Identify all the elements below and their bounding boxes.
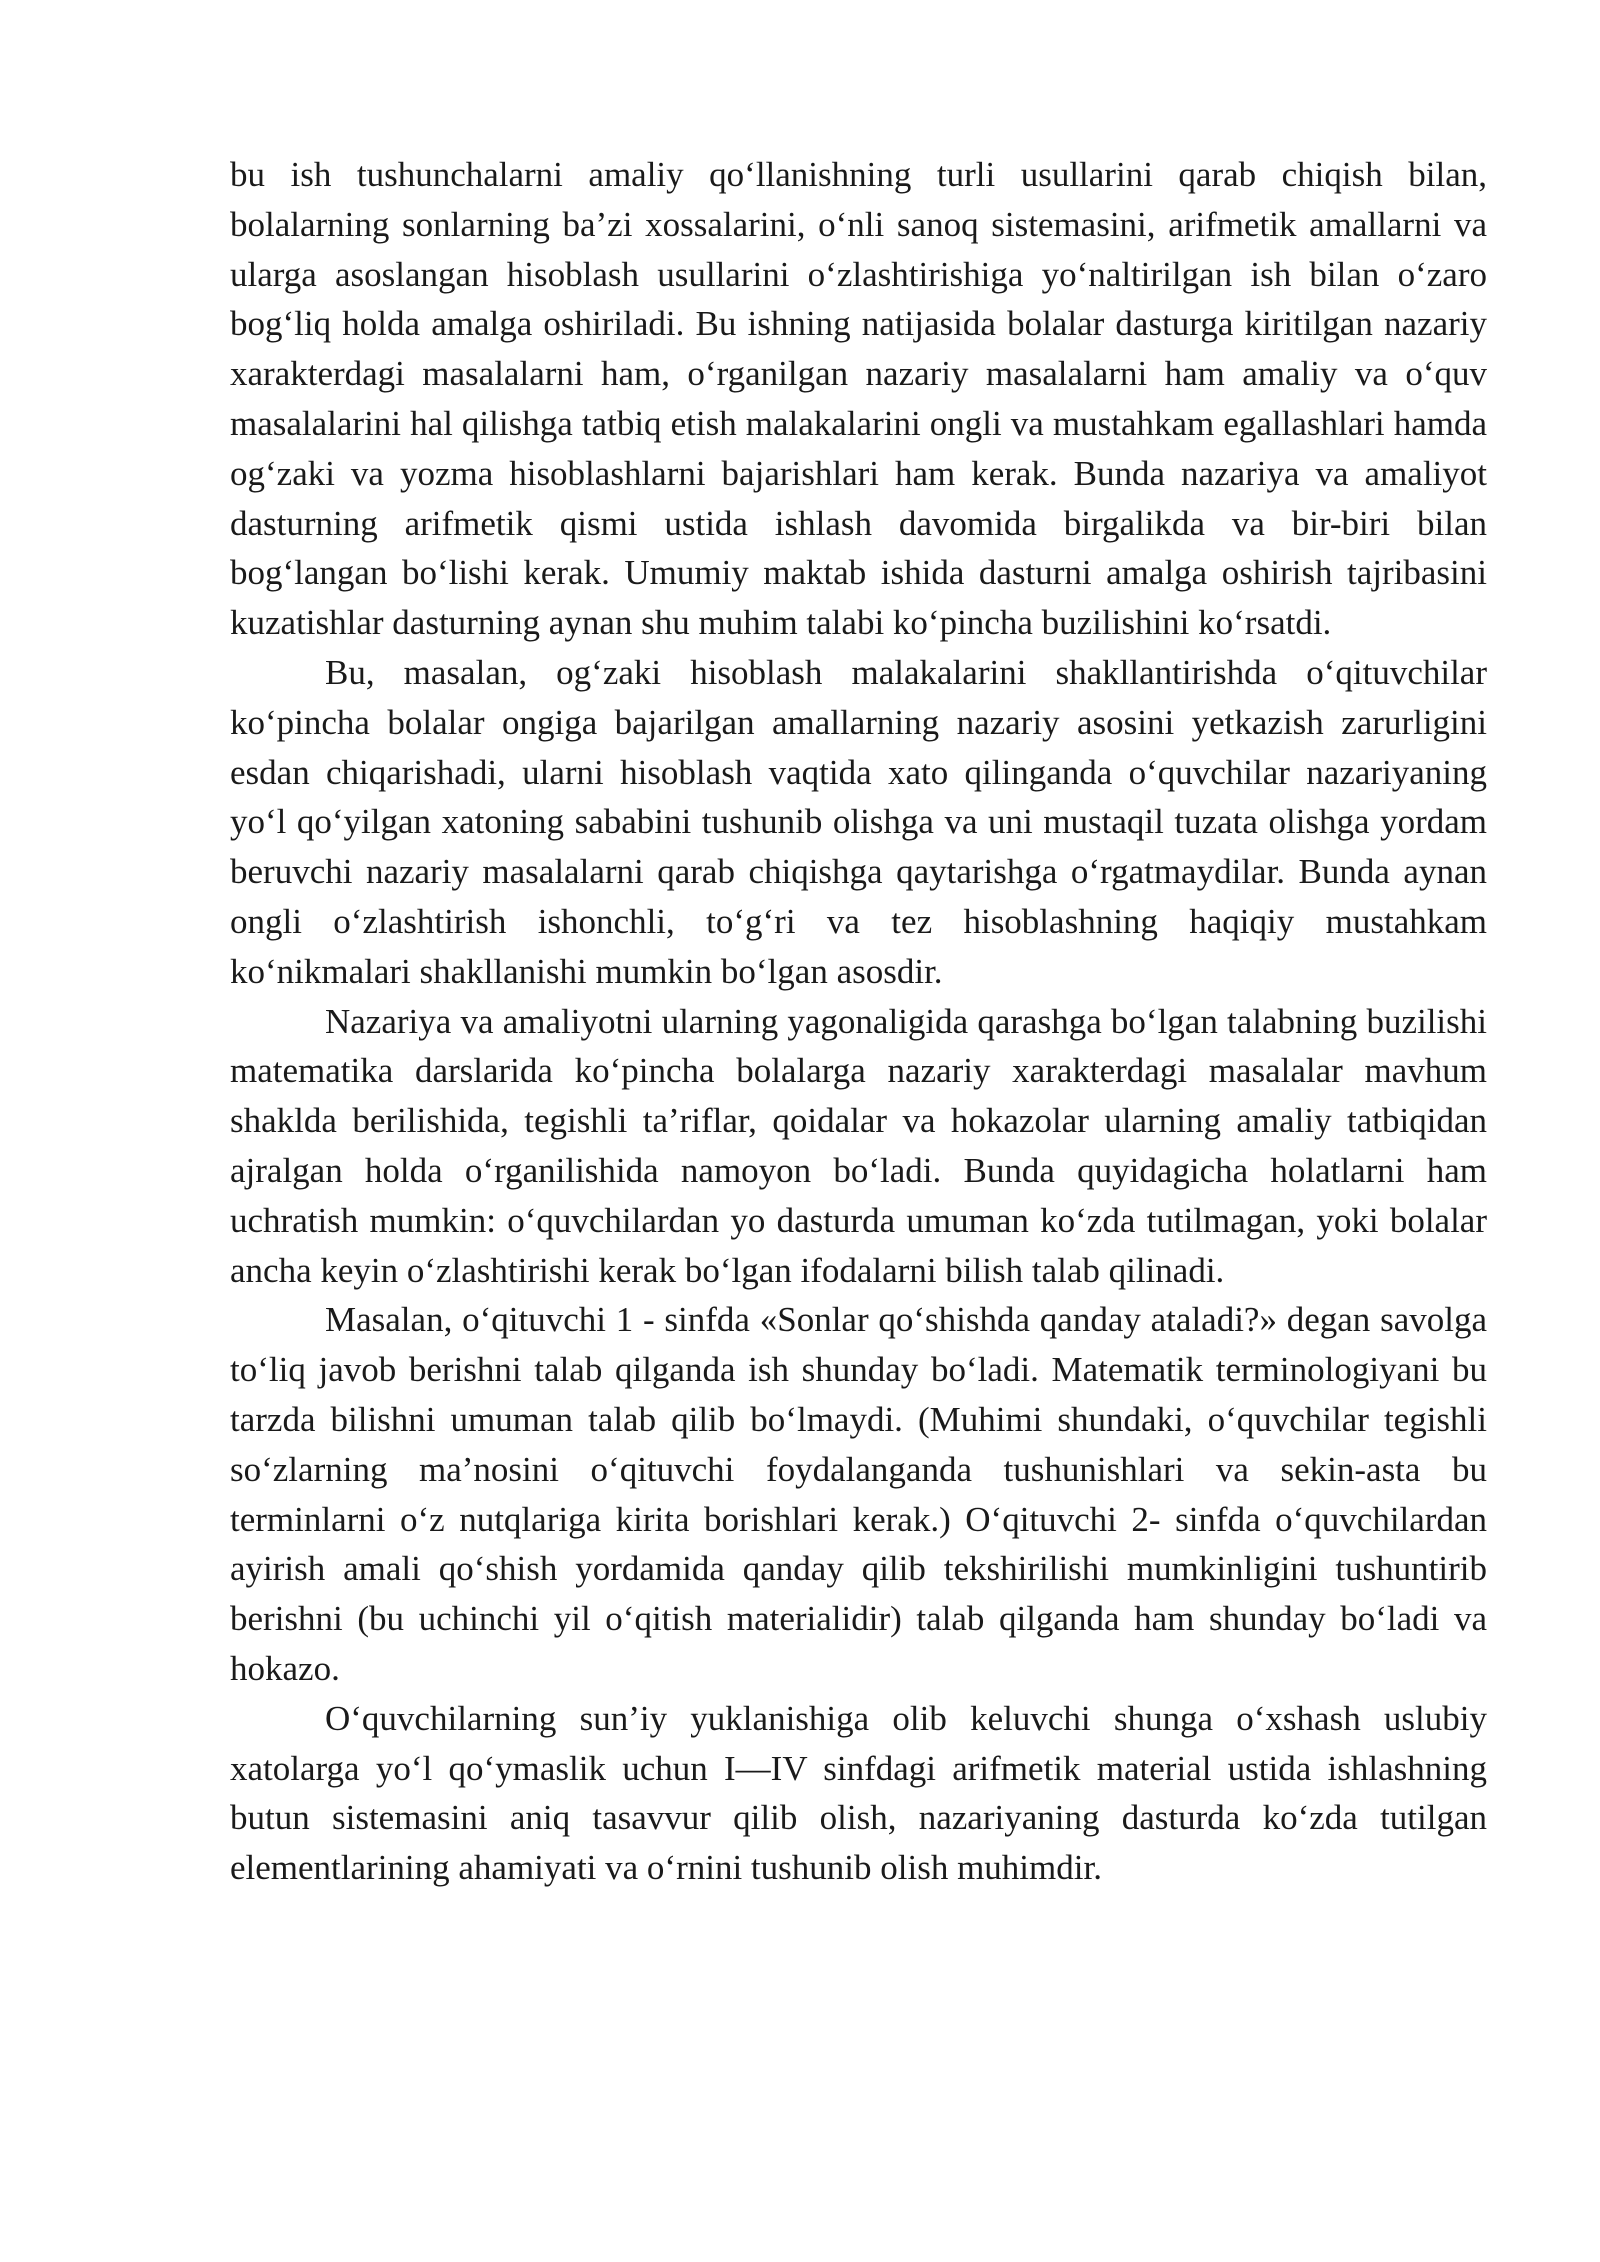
paragraph-conclusion: O‘quvchilarning sun’iy yuklanishiga olib keluvchi shunga o‘xshash uslubiy xatolarga yo‘l qo‘ymaslik uchun I—IV sinfdagi arifmetik material ustida ishlashning butun sistemasini aniq tasavvur qilib olish, nazariyaning dasturda ko‘zda tutilgan elementlarining ahamiyati va o‘rnini tushunib olish muhimdir. — [230, 1698, 1487, 1888]
paragraph-theory-practice: Nazariya va amaliyotni ularning yagonaligida qarashga bo‘lgan talabning buzilishi matematika darslarida ko‘pincha bolalarga nazariy xarakterdagi masalalar mavhum shaklda berilishida, tegishli ta’riflar, qoidalar va hokazolar ularning amaliy tatbiqidan ajralgan holda o‘rganilishida namoyon bo‘ladi. Bunda quyidagicha holatlarni ham uchratish mumkin: o‘quvchilardan yo dasturda umuman ko‘zda tutilmagan, yoki bolalar ancha keyin o‘zlashtirishi kerak bo‘lgan ifodalarni bilish talab qilinadi. — [230, 1001, 1487, 1290]
paragraph-continuation: bu ish tushunchalarni amaliy qo‘llanishning turli usullarini qarab chiqish bilan, bolalarning sonlarning ba’zi xossalarini, o‘nli sanoq sistemasini, arifmetik amallarni va ularga asoslangan hisoblash usullarini o‘zlashtirishiga yo‘naltirilgan ish bilan o‘zaro bog‘liq holda amalga oshiriladi. Bu ishning natijasida bolalar dasturga kiritilgan nazariy xarakterdagi masalalarni ham, o‘rganilgan nazariy masalalarni ham amaliy va o‘quv masalalarini hal qilishga tatbiq etish malakalarini ongli va mustahkam egallashlari hamda og‘zaki va yozma hisoblashlarni bajarishlari ham kerak. Bunda nazariya va amaliyot dasturning arifmetik qismi ustida ishlash davomida birgalikda va bir-biri bilan bog‘langan bo‘lishi kerak. Umumiy maktab ishida dasturni amalga oshirish tajribasini kuzatishlar dasturning aynan shu muhim talabi ko‘pincha buzilishini ko‘rsatdi. — [230, 155, 1487, 643]
document-page — [230, 150, 1487, 1893]
paragraph-example: Masalan, o‘qituvchi 1 - sinfda «Sonlar qo‘shishda qanday ataladi?» degan savolga to‘liq javob berishni talab qilganda ish shunday bo‘ladi. Matematik terminologiyani bu tarzda bilishni umuman talab qilib bo‘lmaydi. (Muhimi shundaki, o‘quvchilar tegishli so‘zlarning ma’nosini o‘qituvchi foydalanganda tushunishlari va sekin-asta bu terminlarni o‘z nutqlariga kirita borishlari kerak.) O‘qituvchi 2- sinfda o‘quvchilardan ayirish amali qo‘shish yordamida qanday qilib tekshirilishi mumkinligini tushuntirib berishni (bu uchinchi yil o‘qitish materialidir) talab qilganda ham shunday bo‘ladi va hokazo. — [230, 1300, 1487, 1688]
paragraph-oral-calculation: Bu, masalan, og‘zaki hisoblash malakalarini shakllantirishda o‘qituvchilar ko‘pincha bolalar ongiga bajarilgan amallarning nazariy asosini yetkazish zarurligini esdan chiqarishadi, ularni hisoblash vaqtida xato qilinganda o‘quvchilar nazariyaning yo‘l qo‘yilgan xatoning sababini tushunib olishga va uni mustaqil tuzata olishga yordam beruvchi nazariy masalalarni qarab chiqishga qaytarishga o‘rgatmaydilar. Bunda aynan ongli o‘zlashtirish ishonchli, to‘g‘ri va tez hisoblashning haqiqiy mustahkam ko‘nikmalari shakllanishi mumkin bo‘lgan asosdir. — [230, 652, 1487, 991]
